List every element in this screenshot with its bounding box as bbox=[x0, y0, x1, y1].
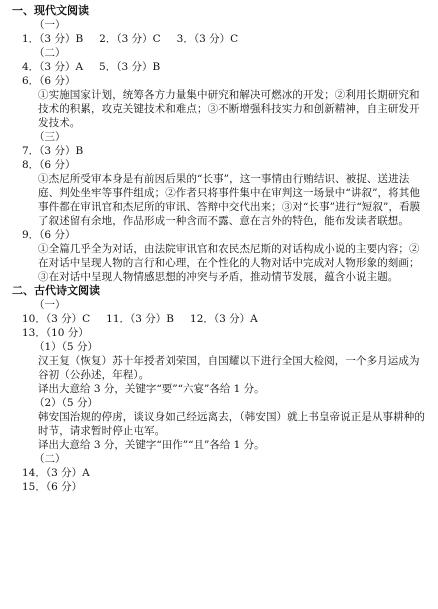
question-7-answer: 7．（3 分）B bbox=[22, 145, 84, 157]
question-13-label: 13．（10 分） bbox=[22, 327, 89, 339]
sub-question-1-answer: 汉王复（恢复）苏十年授者刘荣国，自国耀以下进行全国大检阅，一个多月运成为谷初（公孙述，年程）。 bbox=[38, 355, 420, 381]
answer-item: 10．（3 分）C bbox=[22, 313, 91, 325]
answer-line-4-5 bbox=[12, 60, 426, 74]
part-label: （一） bbox=[34, 299, 66, 311]
sub-question-label: （2）（5 分） bbox=[34, 397, 98, 409]
part-label: （三） bbox=[34, 131, 66, 143]
sub-question-2-answer: 韩安国治规的停虏，谈议身如己经远离去，（韩安国）就上书皇帝说正是从事耕种的时节，请求暂时停止屯军。 bbox=[38, 411, 425, 437]
answer-item: 4．（3 分）A bbox=[22, 61, 84, 73]
section-title-modern-reading: 一、现代文阅读 bbox=[12, 4, 89, 17]
part-label: （二） bbox=[34, 47, 66, 59]
question-6-answer: ①实施国家计划，统筹各方力量集中研究和解决可燃冰的开发；②利用长期研究和技术的积累，攻克关键技术和难点；③不断增强科技实力和创新精神，自主研发开发技术。 bbox=[38, 89, 420, 129]
question-6-label: 6．（6 分） bbox=[22, 75, 76, 87]
answer-item: 12．（3 分）A bbox=[190, 313, 258, 325]
question-9-label: 9．（6 分） bbox=[22, 229, 76, 241]
section-title-classical-reading: 二、古代诗文阅读 bbox=[12, 284, 100, 297]
sub-question-label: （1）（5 分） bbox=[34, 341, 98, 353]
answer-item: 2．（3 分）C bbox=[99, 33, 161, 45]
question-15-label: 15．（6 分） bbox=[22, 481, 83, 493]
scoring-note: 译出大意给 3 分，关键字“要”“六宴”各给 1 分。 bbox=[38, 383, 265, 395]
answer-line-10-12 bbox=[12, 312, 426, 326]
answer-item: 1．（3 分）B bbox=[22, 33, 84, 45]
question-8-answer: ①杰尼所受审本身是有前因后果的“长事”，这一事情由行贿结识、被捉、送进法庭、判处坐牢等事件组成；②作者只将事件集中在审判这一场景中“讲叙”，将其他事件都在审讯官和杰尼所的审讯、答辩中交代出来；③对“长事”进行“短叙”，看膜了叙述留有余地，作品形成一种含而不露、意在言外的特色，能布发读者联想。 bbox=[38, 173, 421, 227]
part-label: （二） bbox=[34, 453, 66, 465]
answer-item: 5．（3 分）B bbox=[99, 61, 161, 73]
question-9-answer: ①全篇几乎全为对话，由法院审讯官和农民杰尼斯的对话构成小说的主要内容；②在对话中呈现人物的言行和心理，在个性化的人物对话中完成对人物形象的刻画；③在对话中呈现人物情感思想的冲突与矛盾，推动情节发展，蕴含小说主题。 bbox=[38, 243, 420, 283]
part-label: （一） bbox=[34, 19, 66, 31]
answer-item: 11．（3 分）B bbox=[106, 313, 175, 325]
answer-line-1-3 bbox=[12, 32, 426, 46]
question-8-label: 8．（6 分） bbox=[22, 159, 76, 171]
answer-item: 3．（3 分）C bbox=[176, 33, 239, 45]
scoring-note: 译出大意给 3 分，关键字“田作”“且”各给 1 分。 bbox=[38, 439, 265, 451]
question-14-answer: 14．（3 分）A bbox=[22, 467, 90, 479]
